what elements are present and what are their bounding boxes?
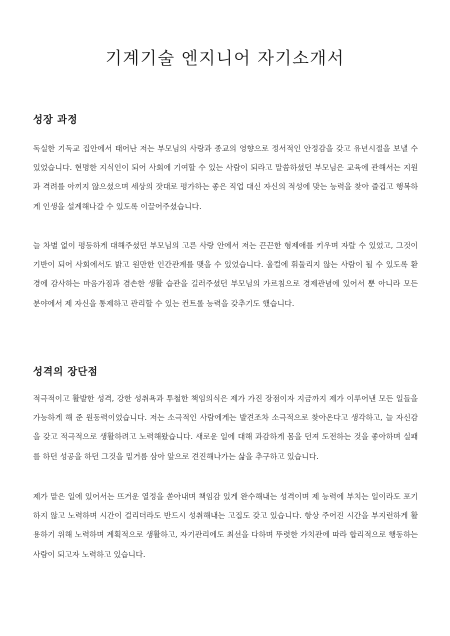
growth-paragraph-2: 늘 차별 없이 평등하게 대해주셨던 부모님의 고른 사랑 안에서 저는 끈끈한 형제애를 키우며 자랄 수 있었고, 그것이 기반이 되어 사회에서도 밝고 원만한 인간관계를 맺을 수 있었습니다. 울컬에 휘둘리지 않는 사람이 될 수 있도록 환경에 감사하는 마음가짐과 겸손한 생활 습관을 길러주셨던 부모님의 가르침으로 경제관념에 있어서 뿐 아니라 모든 분야에서 제 자신을 통제하고 관리할 수 있는 컨트롤 능력을 갖추기도 했습니다. — [33, 241, 418, 308]
growth-paragraph-1: 독실한 기독교 집안에서 태어난 저는 부모님의 사랑과 종교의 영향으로 정서적인 안정감을 갖고 유년시절을 보낼 수 있었습니다. 현명한 지식인이 되어 사회에 기여할 수 있는 사람이 되라고 말씀하셨던 부모님은 교육에 관해서는 지원과 격려를 아끼지 않으셨으며 세상의 잣대로 평가하는 좋은 직업 대신 자신의 적성에 맞는 능력을 찾아 즐겁고 행복하게 인생을 설계해나갈 수 있도록 이끌어주셨습니다. — [33, 144, 418, 211]
section-heading-personality: 성격의 장단점 — [33, 367, 98, 378]
section-heading-growth: 성장 과정 — [33, 115, 78, 126]
personality-paragraph-2: 제가 맡은 일에 있어서는 뜨거운 열정을 쏟아내며 책임감 있게 완수해내는 성격이며 제 능력에 부치는 일이라도 포기하지 않고 노력하며 시간이 걸리더라도 반드시 성취해내는 고집도 갖고 있습니다. 항상 주어진 시간을 부지런하게 활용하기 위해 노력하며 계획적으로 생활하고, 자기관리에도 최선을 다하며 뚜렷한 가치관에 따라 합리적으로 행동하는 사람이 되고자 노력하고 있습니다. — [33, 492, 418, 559]
personality-paragraph-1: 적극적이고 활발한 성격, 강한 성취욕과 투철한 책임의식은 제가 가진 장점이자 지금까지 제가 이루어낸 모든 일들을 가능하게 해 준 원동력이었습니다. 저는 소극적인 사람에게는 발견조차 소극적으로 찾아온다고 생각하고, 늘 자신감을 갖고 적극적으로 생활하려고 노력해왔습니다. 새로운 일에 대해 과감하게 몸을 던져 도전하는 것을 좋아하며 실패를 하던 성공을 하던 그것을 밑거름 삼아 앞으로 견진해나가는 삶을 추구하고 있습니다. — [33, 394, 418, 461]
document-title: 기계기술 엔지니어 자기소개서 — [105, 49, 345, 69]
